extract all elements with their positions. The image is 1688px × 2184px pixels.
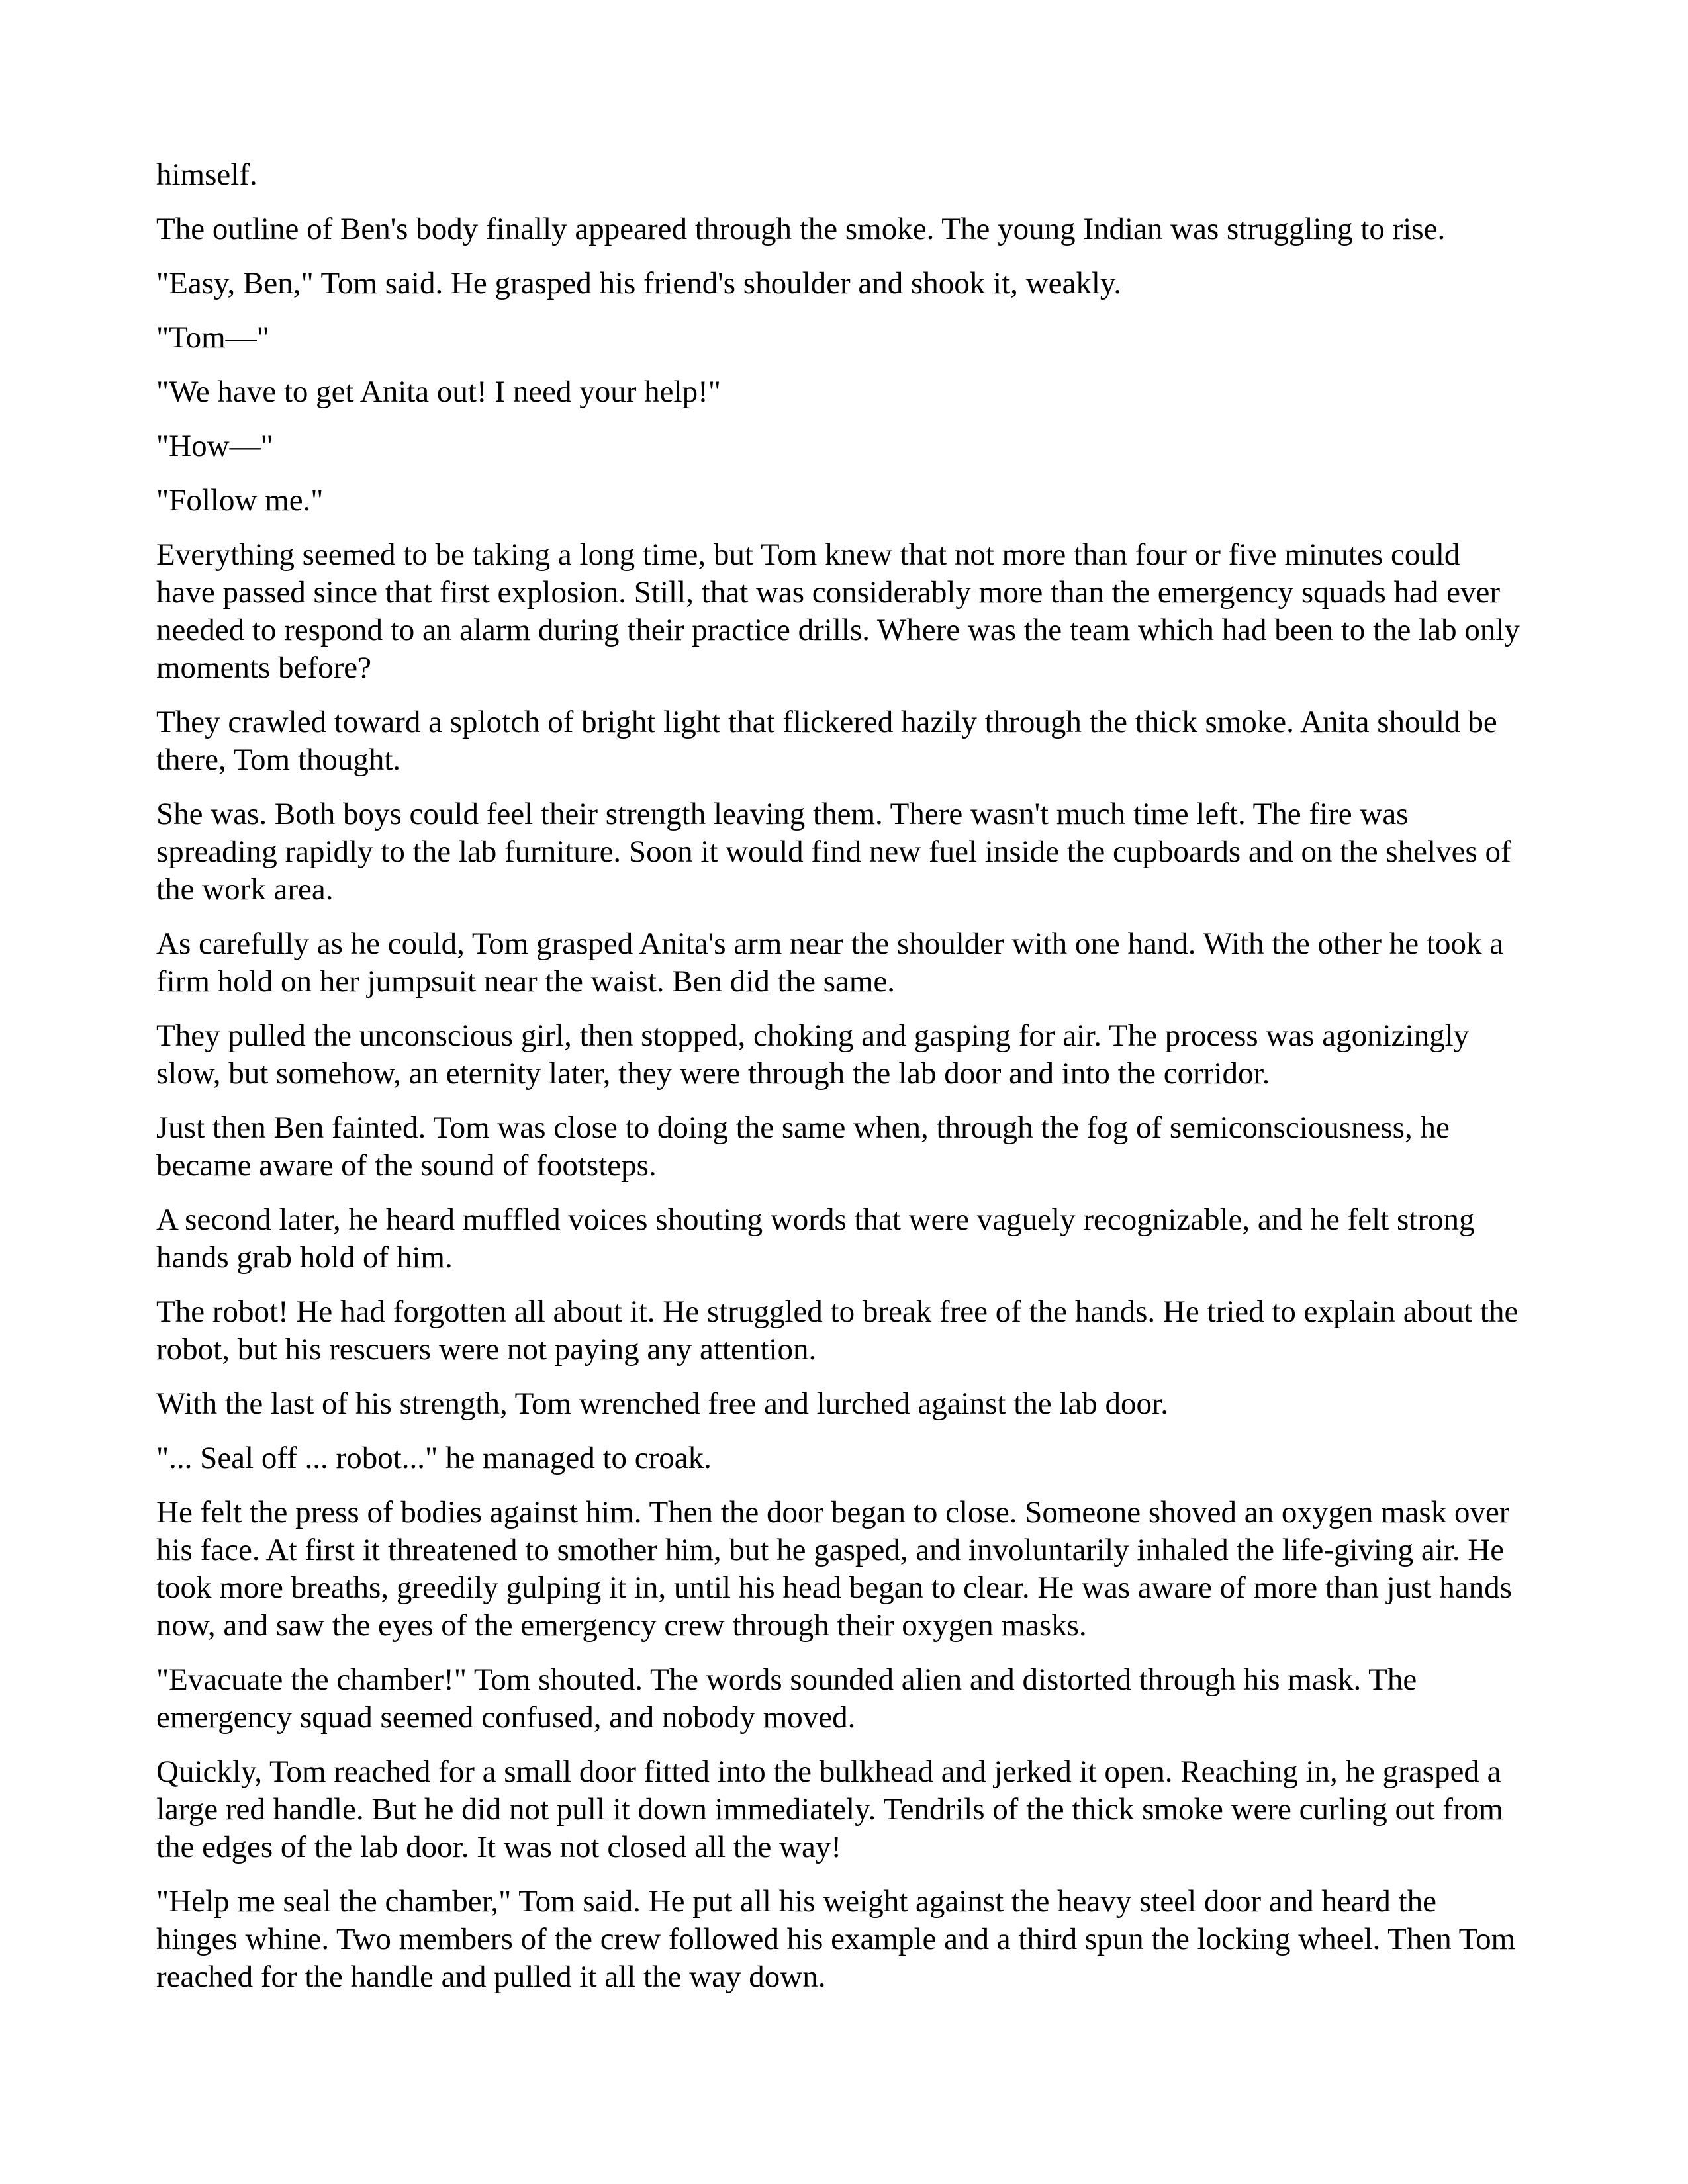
- page-body: [156, 156, 1520, 2013]
- paragraph: "... Seal off ... robot..." he managed to croak.: [156, 1441, 712, 1475]
- paragraph: himself.: [156, 158, 258, 192]
- paragraph: The robot! He had forgotten all about it. He struggled to break free of the hands. He tried to explain about the robot, but his rescuers were not paying any attention.: [156, 1295, 1519, 1367]
- paragraph: She was. Both boys could feel their strength leaving them. There wasn't much time left. The fire was spreading rapidly to the lab furniture. Soon it would find new fuel inside the cupboards and on the shelves of the work area.: [156, 797, 1511, 907]
- paragraph: They pulled the unconscious girl, then stopped, choking and gasping for air. The process was agonizingly slow, but somehow, an eternity later, they were through the lab door and into the corridor.: [156, 1019, 1470, 1091]
- paragraph: "We have to get Anita out! I need your help!": [156, 375, 721, 409]
- paragraph: "How—": [156, 429, 273, 463]
- paragraph: "Follow me.": [156, 483, 324, 518]
- paragraph: The outline of Ben's body finally appeared through the smoke. The young Indian was struggling to rise.: [156, 212, 1446, 246]
- paragraph: As carefully as he could, Tom grasped Anita's arm near the shoulder with one hand. With the other he took a firm hold on her jumpsuit near the waist. Ben did the same.: [156, 927, 1504, 999]
- paragraph: Quickly, Tom reached for a small door fitted into the bulkhead and jerked it open. Reaching in, he grasped a large red handle. But he did not pull it down immediately. Tendrils of the thick smoke were curling out from the edges of the lab door. It was not closed all the way!: [156, 1754, 1503, 1864]
- paragraph: "Help me seal the chamber," Tom said. He put all his weight against the heavy steel door and heard the hinges whine. Two members of the crew followed his example and a third spun the locking wheel. Then Tom reached for the handle and pulled it all the way down.: [156, 1884, 1516, 1994]
- paragraph: Everything seemed to be taking a long time, but Tom knew that not more than four or five minutes could have passed since that first explosion. Still, that was considerably more than the emergency squads had ever needed to respond to an alarm during their practice drills. Where was the team which had been to the lab only moments before?: [156, 537, 1520, 685]
- paragraph: "Easy, Ben," Tom said. He grasped his friend's shoulder and shook it, weakly.: [156, 266, 1122, 300]
- paragraph: With the last of his strength, Tom wrenched free and lurched against the lab door.: [156, 1387, 1168, 1421]
- paragraph: A second later, he heard muffled voices shouting words that were vaguely recognizable, and he felt strong hands grab hold of him.: [156, 1203, 1475, 1275]
- paragraph: He felt the press of bodies against him. Then the door began to close. Someone shoved an oxygen mask over his face. At first it threatened to smother him, but he gasped, and involuntarily inhaled the life-giving air. He took more breaths, greedily gulping it in, until his head began to clear. He was aware of more than just hands now, and saw the eyes of the emergency crew through their oxygen masks.: [156, 1495, 1512, 1643]
- paragraph: "Tom—": [156, 320, 269, 355]
- paragraph: "Evacuate the chamber!" Tom shouted. The words sounded alien and distorted through his mask. The emergency squad seemed confused, and nobody moved.: [156, 1662, 1417, 1735]
- paragraph: Just then Ben fainted. Tom was close to doing the same when, through the fog of semiconsciousness, he became aware of the sound of footsteps.: [156, 1111, 1450, 1183]
- paragraph: They crawled toward a splotch of bright light that flickered hazily through the thick smoke. Anita should be there, Tom thought.: [156, 705, 1497, 777]
